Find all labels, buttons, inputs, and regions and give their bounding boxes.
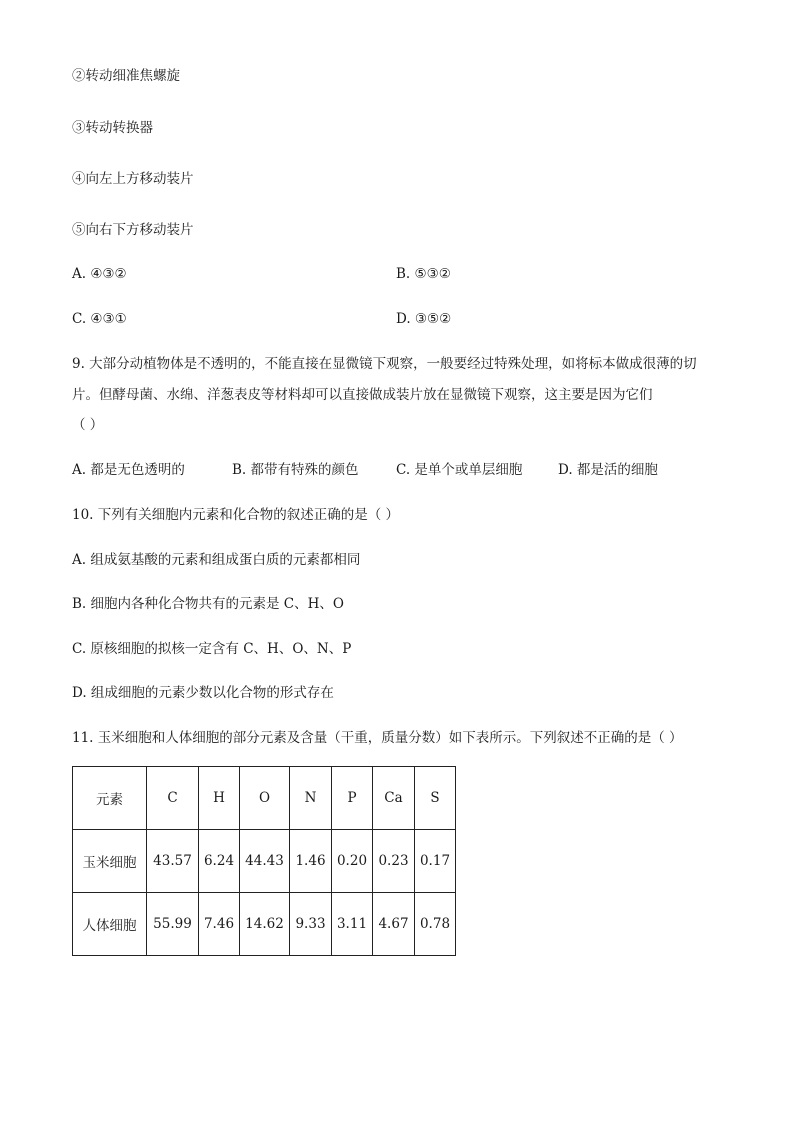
table-cell: 43.57 (147, 830, 199, 893)
table-header-cell: O (240, 767, 290, 830)
q11-stem: 11. 玉米细胞和人体细胞的部分元素及含量（干重，质量分数）如下表所示。下列叙述不正确的是（ ） (72, 730, 683, 746)
table-cell: 44.43 (240, 830, 290, 893)
q8-step-3: ③转动转换器 (72, 120, 153, 136)
table-cell: 55.99 (147, 893, 199, 956)
q9-answer-blank: （ ） (72, 417, 104, 433)
q10-option-c: C. 原核细胞的拟核一定含有 C、H、O、N、P (72, 641, 352, 657)
table-header-cell: C (147, 767, 199, 830)
table-header-cell: 元素 (73, 767, 147, 830)
table-cell: 人体细胞 (73, 893, 147, 956)
table-cell: 14.62 (240, 893, 290, 956)
element-content-table (72, 766, 456, 956)
q9-option-d: D. 都是活的细胞 (558, 462, 658, 478)
q9-stem-line2: 片。但酵母菌、水绵、洋葱表皮等材料却可以直接做成装片放在显微镜下观察，这主要是因为它们 (72, 387, 653, 403)
table-header-cell: H (199, 767, 240, 830)
q8-step-5: ⑤向右下方移动装片 (72, 222, 194, 238)
q8-option-c: C. ④③① (72, 311, 127, 327)
table-header-cell: Ca (373, 767, 415, 830)
table-header-row (73, 767, 456, 830)
table-cell: 玉米细胞 (73, 830, 147, 893)
q8-option-d: D. ③⑤② (396, 311, 452, 327)
table-cell: 6.24 (199, 830, 240, 893)
table-cell: 0.20 (332, 830, 373, 893)
q9-option-a: A. 都是无色透明的 (72, 462, 185, 478)
q8-step-4: ④向左上方移动装片 (72, 171, 194, 187)
q10-stem: 10. 下列有关细胞内元素和化合物的叙述正确的是（ ） (72, 507, 400, 523)
table-cell: 4.67 (373, 893, 415, 956)
q8-step-2: ②转动细准焦螺旋 (72, 68, 180, 84)
table-cell: 0.78 (415, 893, 456, 956)
table-cell: 9.33 (290, 893, 332, 956)
table-cell: 0.17 (415, 830, 456, 893)
q8-option-a: A. ④③② (72, 266, 127, 282)
q10-option-a: A. 组成氨基酸的元素和组成蛋白质的元素都相同 (72, 552, 361, 568)
table-cell: 7.46 (199, 893, 240, 956)
table-row (73, 830, 456, 893)
q9-stem-line1: 9. 大部分动植物体是不透明的，不能直接在显微镜下观察，一般要经过特殊处理，如将标本做成很薄的切 (72, 356, 697, 372)
table-cell: 1.46 (290, 830, 332, 893)
table-header-cell: S (415, 767, 456, 830)
q9-option-c: C. 是单个或单层细胞 (396, 462, 523, 478)
table-row (73, 893, 456, 956)
table-cell: 0.23 (373, 830, 415, 893)
table-cell: 3.11 (332, 893, 373, 956)
table-header-cell: N (290, 767, 332, 830)
q8-option-b: B. ⑤③② (396, 266, 451, 282)
table-header-cell: P (332, 767, 373, 830)
q10-option-d: D. 组成细胞的元素少数以化合物的形式存在 (72, 685, 334, 701)
q10-option-b: B. 细胞内各种化合物共有的元素是 C、H、O (72, 596, 344, 612)
q9-option-b: B. 都带有特殊的颜色 (232, 462, 359, 478)
